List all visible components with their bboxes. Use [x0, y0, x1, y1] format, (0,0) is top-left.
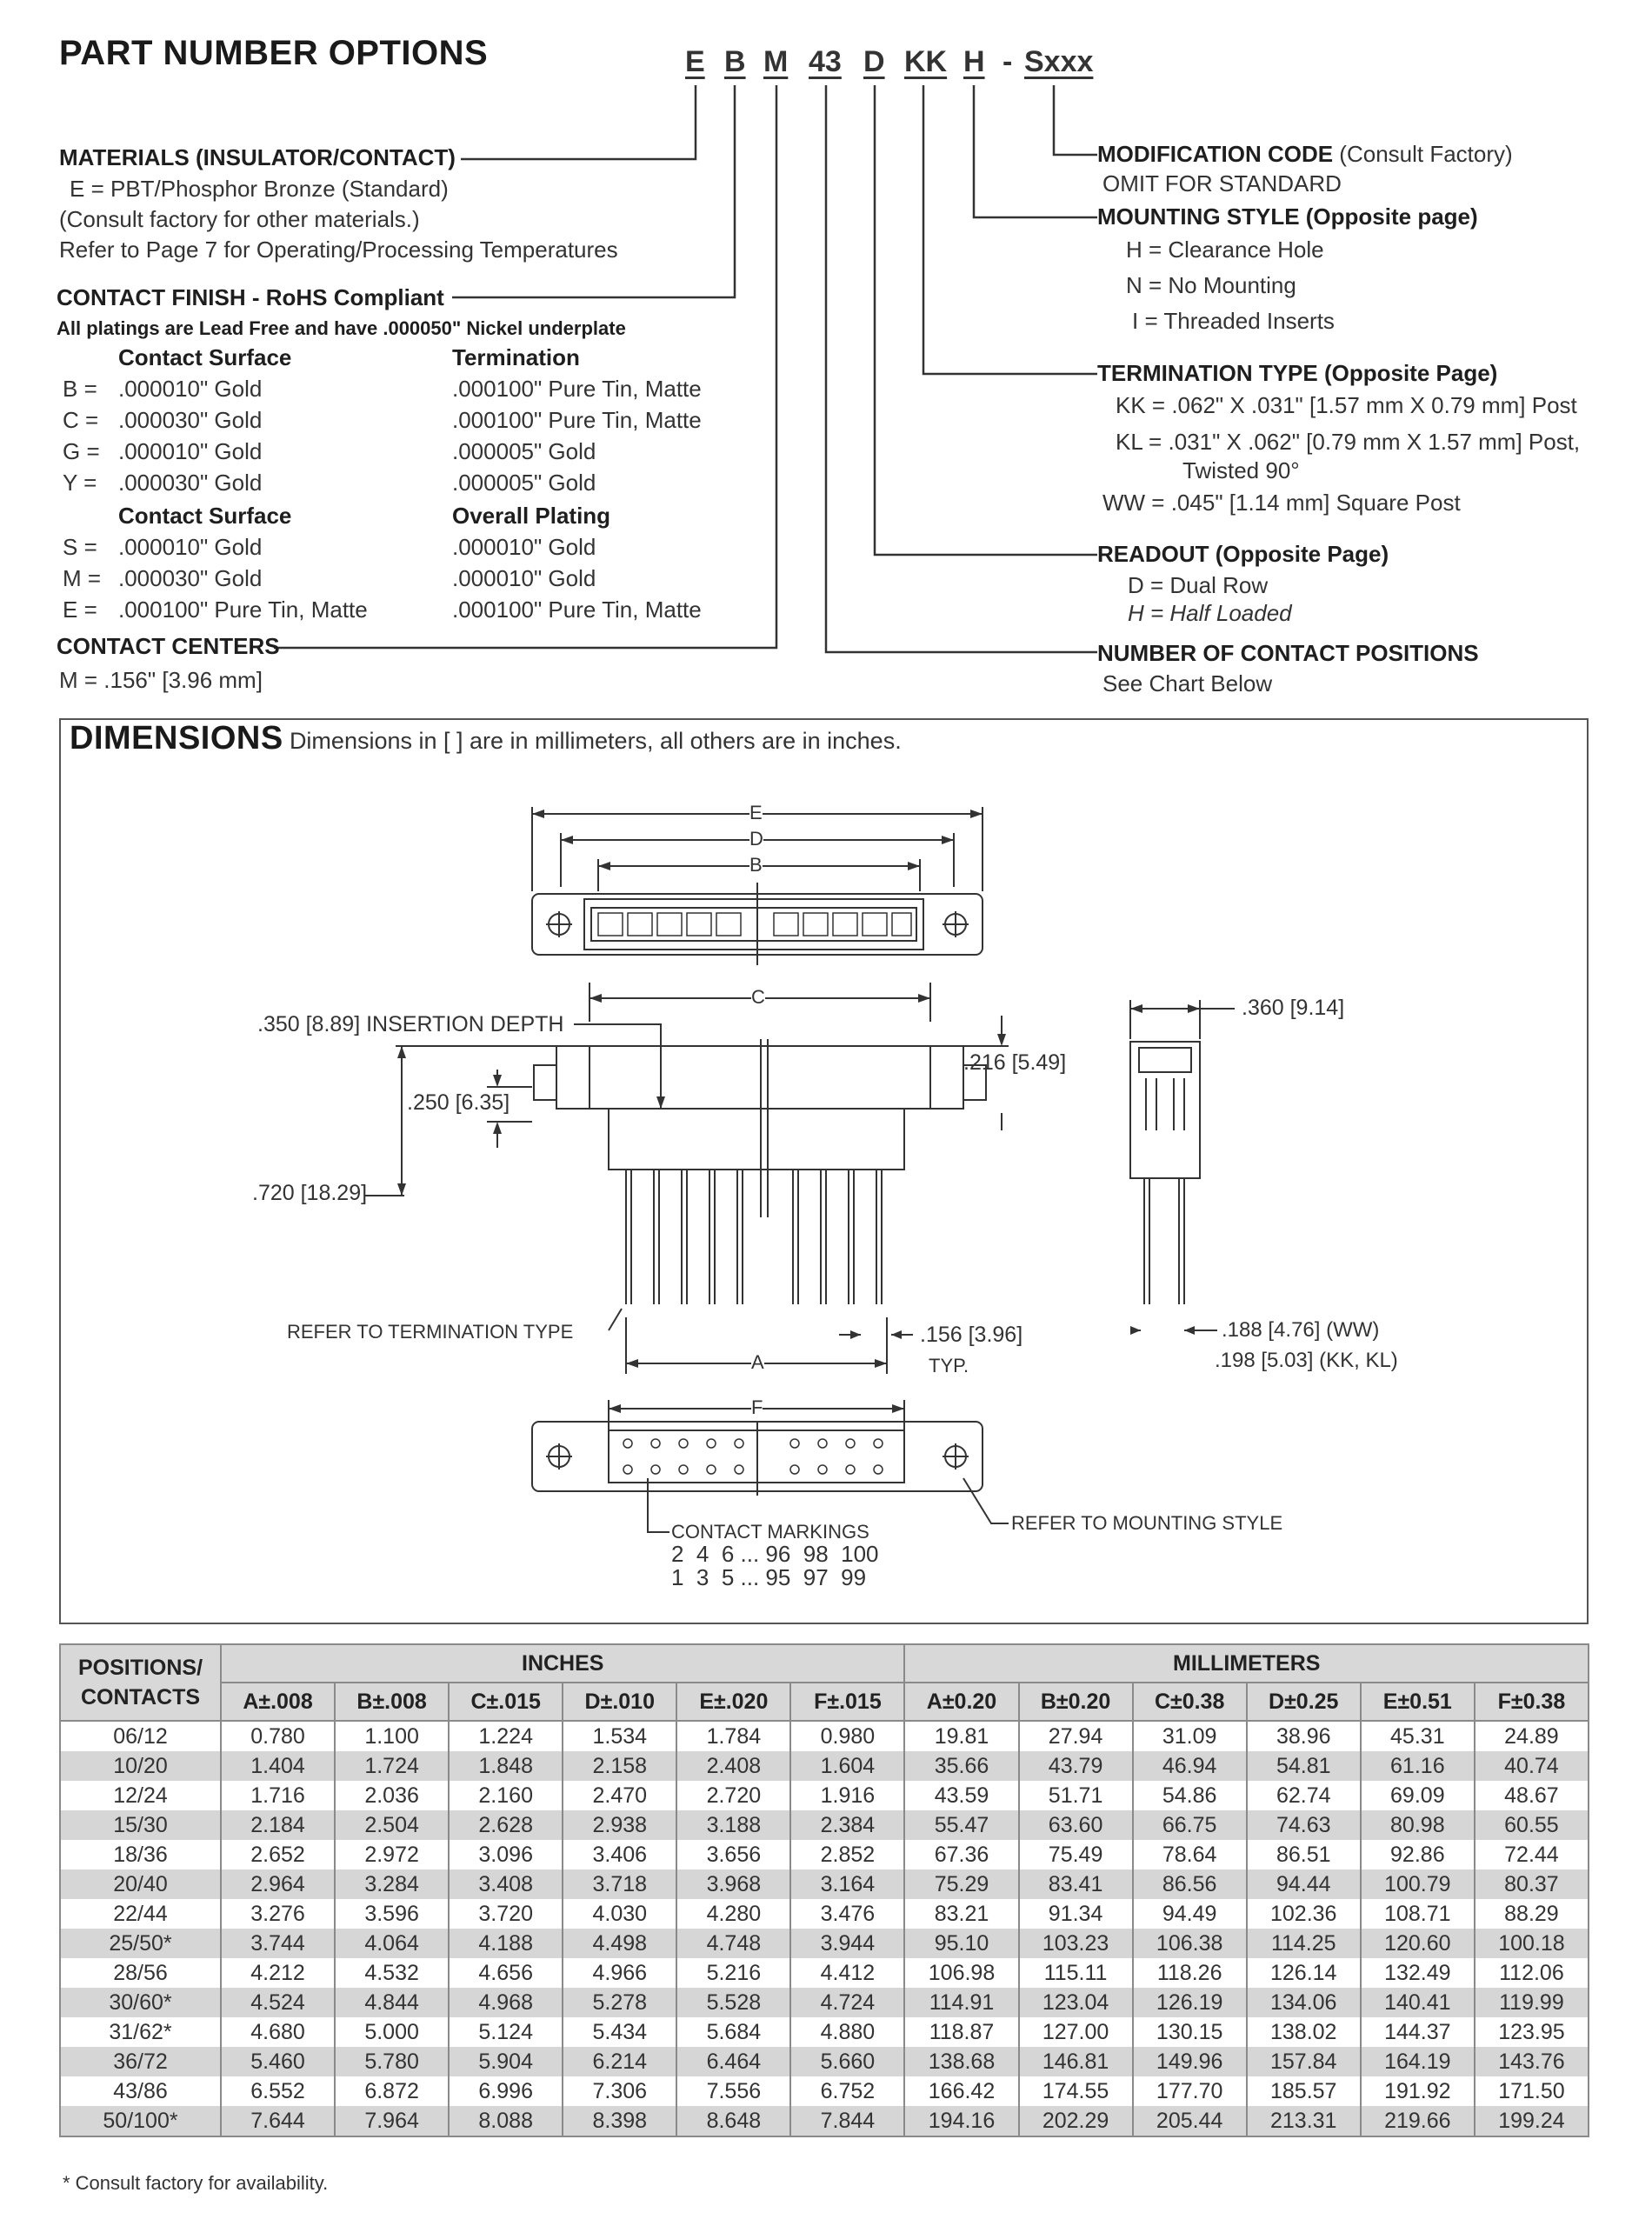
table-cell: 3.656	[676, 1840, 790, 1869]
table-cell: 1.716	[221, 1781, 335, 1810]
finish-col-header: Overall Plating	[452, 503, 611, 529]
millimeters-header: MILLIMETERS	[904, 1644, 1589, 1683]
code-dash: -	[1003, 45, 1013, 78]
table-cell: 91.34	[1019, 1899, 1133, 1929]
table-cell: 2.628	[449, 1810, 563, 1840]
table-cell: 94.44	[1247, 1869, 1361, 1899]
table-cell: 3.188	[676, 1810, 790, 1840]
finish-plating: .000100" Pure Tin, Matte	[452, 596, 702, 623]
finish-code: S =	[63, 534, 97, 560]
inches-header: INCHES	[221, 1644, 904, 1683]
mounting-line: N = No Mounting	[1126, 272, 1296, 298]
refer-termination-label: REFER TO TERMINATION TYPE	[287, 1321, 574, 1343]
table-cell: 95.10	[904, 1929, 1018, 1958]
table-cell: 2.852	[790, 1840, 904, 1869]
finish-plating: .000010" Gold	[452, 565, 596, 591]
table-cell: 7.644	[221, 2106, 335, 2136]
table-cell: 6.752	[790, 2076, 904, 2106]
table-cell: 2.036	[335, 1781, 449, 1810]
table-cell: 5.460	[221, 2047, 335, 2076]
table-cell: 7.964	[335, 2106, 449, 2136]
finish-termination: .000100" Pure Tin, Matte	[452, 407, 702, 433]
table-cell: 6.872	[335, 2076, 449, 2106]
table-row	[60, 1899, 1589, 1929]
column-header: C±.015	[449, 1683, 563, 1721]
table-cell: 94.49	[1133, 1899, 1247, 1929]
table-cell: 8.398	[563, 2106, 676, 2136]
finish-note: All platings are Lead Free and have .000050" Nickel underplate	[57, 317, 626, 339]
contact-markings-even: 2 4 6 ... 96 98 100	[671, 1541, 879, 1567]
finish-col-header: Termination	[452, 344, 580, 370]
table-cell: 3.944	[790, 1929, 904, 1958]
table-cell: 171.50	[1475, 2076, 1589, 2106]
table-footnote: * Consult factory for availability.	[63, 2172, 329, 2194]
table-cell: 106.98	[904, 1958, 1018, 1988]
finish-code: Y =	[63, 470, 97, 496]
code-readout: D	[863, 45, 885, 78]
table-cell: 144.37	[1361, 2017, 1475, 2047]
table-cell: 3.596	[335, 1899, 449, 1929]
table-cell: 51.71	[1019, 1781, 1133, 1810]
table-cell: 4.524	[221, 1988, 335, 2017]
finish-code: E =	[63, 596, 97, 623]
table-cell: 2.964	[221, 1869, 335, 1899]
positions-line: See Chart Below	[1102, 670, 1273, 696]
positions-cell: 28/56	[60, 1958, 221, 1988]
table-cell: 102.36	[1247, 1899, 1361, 1929]
table-cell: 143.76	[1475, 2047, 1589, 2076]
refer-mounting-label: REFER TO MOUNTING STYLE	[1011, 1512, 1283, 1534]
table-cell: 19.81	[904, 1721, 1018, 1751]
table-cell: 54.86	[1133, 1781, 1247, 1810]
column-header-row	[60, 1683, 1589, 1721]
finish-surface: .000100" Pure Tin, Matte	[118, 596, 368, 623]
table-cell: 45.31	[1361, 1721, 1475, 1751]
table-cell: 4.880	[790, 2017, 904, 2047]
table-cell: 1.724	[335, 1751, 449, 1781]
positions-cell: 18/36	[60, 1840, 221, 1869]
table-cell: 120.60	[1361, 1929, 1475, 1958]
readout-line: D = Dual Row	[1128, 572, 1269, 598]
table-cell: 2.384	[790, 1810, 904, 1840]
table-cell: 3.276	[221, 1899, 335, 1929]
code-centers: M	[763, 45, 789, 78]
code-materials: E	[685, 45, 705, 78]
column-header: D±0.25	[1247, 1683, 1361, 1721]
table-cell: 5.124	[449, 2017, 563, 2047]
finish-termination: .000005" Gold	[452, 470, 596, 496]
finish-surface: .000010" Gold	[118, 376, 263, 402]
finish-termination: .000005" Gold	[452, 438, 596, 464]
termination-line: KK = .062" X .031" [1.57 mm X 0.79 mm] Post	[1116, 392, 1577, 418]
column-header: B±0.20	[1019, 1683, 1133, 1721]
table-cell: 126.19	[1133, 1988, 1247, 2017]
table-cell: 1.604	[790, 1751, 904, 1781]
table-cell: 138.68	[904, 2047, 1018, 2076]
positions-cell: 43/86	[60, 2076, 221, 2106]
column-header: E±0.51	[1361, 1683, 1475, 1721]
positions-cell: 15/30	[60, 1810, 221, 1840]
table-cell: 5.904	[449, 2047, 563, 2076]
positions-cell: 06/12	[60, 1721, 221, 1751]
table-cell: 6.552	[221, 2076, 335, 2106]
finish-surface: .000030" Gold	[118, 407, 263, 433]
table-row	[60, 1781, 1589, 1810]
table-cell: 62.74	[1247, 1781, 1361, 1810]
table-cell: 2.652	[221, 1840, 335, 1869]
dimensions-header: DIMENSIONS Dimensions in [ ] are in millimeters, all others are in inches.	[70, 720, 902, 756]
table-cell: 61.16	[1361, 1751, 1475, 1781]
table-cell: 7.306	[563, 2076, 676, 2106]
table-cell: 5.278	[563, 1988, 676, 2017]
readout-heading: READOUT (Opposite Page)	[1097, 541, 1389, 567]
table-cell: 130.15	[1133, 2017, 1247, 2047]
table-cell: 3.096	[449, 1840, 563, 1869]
table-cell: 83.21	[904, 1899, 1018, 1929]
finish-surface: .000010" Gold	[118, 438, 263, 464]
dim-label-e: E	[749, 800, 763, 826]
table-cell: 1.848	[449, 1751, 563, 1781]
dim-216: .216 [5.49]	[963, 1050, 1067, 1075]
table-row	[60, 1929, 1589, 1958]
table-cell: 5.528	[676, 1988, 790, 2017]
positions-header: POSITIONS/ CONTACTS	[60, 1644, 221, 1721]
table-cell: 80.37	[1475, 1869, 1589, 1899]
table-row	[60, 1721, 1589, 1751]
dim-label-c: C	[751, 984, 765, 1010]
positions-cell: 20/40	[60, 1869, 221, 1899]
positions-cell: 31/62*	[60, 2017, 221, 2047]
column-header: D±.010	[563, 1683, 676, 1721]
table-cell: 72.44	[1475, 1840, 1589, 1869]
table-cell: 2.408	[676, 1751, 790, 1781]
finish-code: G =	[63, 438, 100, 464]
column-header: F±.015	[790, 1683, 904, 1721]
table-cell: 1.784	[676, 1721, 790, 1751]
table-cell: 3.718	[563, 1869, 676, 1899]
table-cell: 5.216	[676, 1958, 790, 1988]
table-cell: 43.59	[904, 1781, 1018, 1810]
centers-heading: CONTACT CENTERS	[57, 633, 280, 659]
dim-250: .250 [6.35]	[407, 1090, 510, 1115]
table-cell: 2.158	[563, 1751, 676, 1781]
table-cell: 4.966	[563, 1958, 676, 1988]
readout-line: H = Half Loaded	[1128, 600, 1292, 626]
code-mounting: H	[963, 45, 985, 78]
table-cell: 106.38	[1133, 1929, 1247, 1958]
termination-line: KL = .031" X .062" [0.79 mm X 1.57 mm] Post,	[1116, 429, 1581, 455]
table-row	[60, 1958, 1589, 1988]
materials-line: E = PBT/Phosphor Bronze (Standard)	[70, 176, 449, 202]
table-cell: 38.96	[1247, 1721, 1361, 1751]
column-header: A±.008	[221, 1683, 335, 1721]
table-cell: 6.996	[449, 2076, 563, 2106]
contact-markings-label: CONTACT MARKINGS	[671, 1521, 869, 1543]
table-cell: 4.498	[563, 1929, 676, 1958]
table-cell: 6.464	[676, 2047, 790, 2076]
table-cell: 119.99	[1475, 1988, 1589, 2017]
table-cell: 46.94	[1133, 1751, 1247, 1781]
termination-line: Twisted 90°	[1182, 457, 1300, 483]
table-cell: 4.532	[335, 1958, 449, 1988]
table-cell: 3.744	[221, 1929, 335, 1958]
table-cell: 8.088	[449, 2106, 563, 2136]
table-cell: 4.656	[449, 1958, 563, 1988]
table-cell: 149.96	[1133, 2047, 1247, 2076]
table-cell: 185.57	[1247, 2076, 1361, 2106]
finish-col-header: Contact Surface	[118, 344, 292, 370]
table-cell: 177.70	[1133, 2076, 1247, 2106]
table-cell: 1.224	[449, 1721, 563, 1751]
positions-cell: 36/72	[60, 2047, 221, 2076]
table-cell: 114.25	[1247, 1929, 1361, 1958]
table-cell: 4.064	[335, 1929, 449, 1958]
positions-cell: 22/44	[60, 1899, 221, 1929]
table-row	[60, 2047, 1589, 2076]
table-cell: 4.680	[221, 2017, 335, 2047]
finish-surface: .000030" Gold	[118, 470, 263, 496]
table-cell: 74.63	[1247, 1810, 1361, 1840]
table-cell: 1.100	[335, 1721, 449, 1751]
table-cell: 1.534	[563, 1721, 676, 1751]
table-cell: 35.66	[904, 1751, 1018, 1781]
table-cell: 31.09	[1133, 1721, 1247, 1751]
table-cell: 4.030	[563, 1899, 676, 1929]
table-row	[60, 1869, 1589, 1899]
table-cell: 86.51	[1247, 1840, 1361, 1869]
code-modification: Sxxx	[1024, 45, 1094, 78]
table-cell: 4.748	[676, 1929, 790, 1958]
table-cell: 4.724	[790, 1988, 904, 2017]
dim-typ: TYP.	[929, 1355, 969, 1376]
table-cell: 194.16	[904, 2106, 1018, 2136]
table-cell: 3.408	[449, 1869, 563, 1899]
dim-360: .360 [9.14]	[1242, 996, 1345, 1020]
table-cell: 6.214	[563, 2047, 676, 2076]
table-cell: 2.504	[335, 1810, 449, 1840]
table-row	[60, 1840, 1589, 1869]
table-cell: 3.164	[790, 1869, 904, 1899]
table-cell: 3.476	[790, 1899, 904, 1929]
table-cell: 0.780	[221, 1721, 335, 1751]
positions-cell: 50/100*	[60, 2106, 221, 2136]
table-cell: 40.74	[1475, 1751, 1589, 1781]
table-cell: 67.36	[904, 1840, 1018, 1869]
table-cell: 2.160	[449, 1781, 563, 1810]
table-cell: 92.86	[1361, 1840, 1475, 1869]
table-cell: 132.49	[1361, 1958, 1475, 1988]
modification-heading: MODIFICATION CODE (Consult Factory)	[1097, 141, 1513, 167]
table-cell: 69.09	[1361, 1781, 1475, 1810]
table-cell: 202.29	[1019, 2106, 1133, 2136]
table-cell: 66.75	[1133, 1810, 1247, 1840]
dim-label-b: B	[749, 852, 763, 878]
table-cell: 86.56	[1133, 1869, 1247, 1899]
dim-label-a: A	[751, 1350, 764, 1376]
table-cell: 219.66	[1361, 2106, 1475, 2136]
table-row	[60, 2017, 1589, 2047]
table-cell: 2.938	[563, 1810, 676, 1840]
table-cell: 2.720	[676, 1781, 790, 1810]
finish-col-header: Contact Surface	[118, 503, 292, 529]
table-cell: 134.06	[1247, 1988, 1361, 2017]
table-cell: 1.916	[790, 1781, 904, 1810]
table-cell: 164.19	[1361, 2047, 1475, 2076]
table-cell: 48.67	[1475, 1781, 1589, 1810]
finish-plating: .000010" Gold	[452, 534, 596, 560]
mounting-heading: MOUNTING STYLE (Opposite page)	[1097, 203, 1478, 230]
table-cell: 127.00	[1019, 2017, 1133, 2047]
column-header: E±.020	[676, 1683, 790, 1721]
column-header: A±0.20	[904, 1683, 1018, 1721]
positions-cell: 12/24	[60, 1781, 221, 1810]
table-cell: 103.23	[1019, 1929, 1133, 1958]
mounting-line: I = Threaded Inserts	[1132, 308, 1335, 334]
table-row	[60, 2076, 1589, 2106]
table-cell: 4.844	[335, 1988, 449, 2017]
table-cell: 213.31	[1247, 2106, 1361, 2136]
table-cell: 115.11	[1019, 1958, 1133, 1988]
table-cell: 5.434	[563, 2017, 676, 2047]
table-cell: 2.184	[221, 1810, 335, 1840]
table-cell: 140.41	[1361, 1988, 1475, 2017]
table-cell: 205.44	[1133, 2106, 1247, 2136]
table-cell: 191.92	[1361, 2076, 1475, 2106]
table-cell: 55.47	[904, 1810, 1018, 1840]
centers-line: M = .156" [3.96 mm]	[59, 667, 263, 693]
table-cell: 80.98	[1361, 1810, 1475, 1840]
column-header: B±.008	[335, 1683, 449, 1721]
code-finish: B	[724, 45, 746, 78]
positions-heading: NUMBER OF CONTACT POSITIONS	[1097, 640, 1479, 666]
table-row	[60, 1988, 1589, 2017]
table-cell: 138.02	[1247, 2017, 1361, 2047]
table-cell: 54.81	[1247, 1751, 1361, 1781]
contact-markings-odd: 1 3 5 ... 95 97 99	[671, 1564, 867, 1590]
mounting-line: H = Clearance Hole	[1126, 237, 1324, 263]
dim-720: .720 [18.29]	[252, 1181, 368, 1205]
table-cell: 43.79	[1019, 1751, 1133, 1781]
materials-heading: MATERIALS (INSULATOR/CONTACT)	[59, 144, 456, 170]
table-cell: 157.84	[1247, 2047, 1361, 2076]
column-header: F±0.38	[1475, 1683, 1589, 1721]
table-cell: 123.95	[1475, 2017, 1589, 2047]
table-cell: 174.55	[1019, 2076, 1133, 2106]
table-cell: 8.648	[676, 2106, 790, 2136]
positions-cell: 25/50*	[60, 1929, 221, 1958]
table-cell: 4.968	[449, 1988, 563, 2017]
page-title: PART NUMBER OPTIONS	[59, 34, 489, 72]
table-cell: 63.60	[1019, 1810, 1133, 1840]
dim-156: .156 [3.96]	[920, 1323, 1023, 1347]
table-cell: 5.684	[676, 2017, 790, 2047]
table-cell: 27.94	[1019, 1721, 1133, 1751]
table-cell: 3.406	[563, 1840, 676, 1869]
code-positions: 43	[809, 45, 842, 78]
table-cell: 118.26	[1133, 1958, 1247, 1988]
positions-cell: 10/20	[60, 1751, 221, 1781]
code-termination: KK	[904, 45, 948, 78]
modification-line: OMIT FOR STANDARD	[1102, 170, 1342, 197]
table-cell: 114.91	[904, 1988, 1018, 2017]
table-cell: 5.000	[335, 2017, 449, 2047]
table-cell: 75.29	[904, 1869, 1018, 1899]
table-cell: 78.64	[1133, 1840, 1247, 1869]
dim-insertion-depth: .350 [8.89] INSERTION DEPTH	[257, 1012, 564, 1036]
table-cell: 4.188	[449, 1929, 563, 1958]
table-cell: 112.06	[1475, 1958, 1589, 1988]
materials-line: Refer to Page 7 for Operating/Processing Temperatures	[59, 237, 618, 263]
table-cell: 3.720	[449, 1899, 563, 1929]
finish-surface: .000010" Gold	[118, 534, 263, 560]
finish-termination: .000100" Pure Tin, Matte	[452, 376, 702, 402]
finish-code: C =	[63, 407, 99, 433]
table-cell: 199.24	[1475, 2106, 1589, 2136]
positions-cell: 30/60*	[60, 1988, 221, 2017]
table-body	[60, 1721, 1589, 2136]
table-cell: 4.412	[790, 1958, 904, 1988]
dim-label-f: F	[751, 1395, 763, 1421]
finish-code: B =	[63, 376, 97, 402]
column-header: C±0.38	[1133, 1683, 1247, 1721]
table-cell: 75.49	[1019, 1840, 1133, 1869]
table-cell: 1.404	[221, 1751, 335, 1781]
table-cell: 60.55	[1475, 1810, 1589, 1840]
table-cell: 5.660	[790, 2047, 904, 2076]
table-cell: 83.41	[1019, 1869, 1133, 1899]
finish-heading: CONTACT FINISH - RoHS Compliant	[57, 284, 444, 310]
materials-line: (Consult factory for other materials.)	[59, 206, 420, 232]
dimensions-table	[59, 1643, 1589, 2137]
table-cell: 3.284	[335, 1869, 449, 1899]
table-cell: 123.04	[1019, 1988, 1133, 2017]
table-cell: 166.42	[904, 2076, 1018, 2106]
table-cell: 100.79	[1361, 1869, 1475, 1899]
table-cell: 5.780	[335, 2047, 449, 2076]
table-cell: 4.280	[676, 1899, 790, 1929]
table-cell: 126.14	[1247, 1958, 1361, 1988]
table-cell: 24.89	[1475, 1721, 1589, 1751]
finish-surface: .000030" Gold	[118, 565, 263, 591]
table-row	[60, 1751, 1589, 1781]
table-row	[60, 2106, 1589, 2136]
table-cell: 0.980	[790, 1721, 904, 1751]
table-cell: 2.470	[563, 1781, 676, 1810]
table-cell: 108.71	[1361, 1899, 1475, 1929]
table-cell: 3.968	[676, 1869, 790, 1899]
table-cell: 100.18	[1475, 1929, 1589, 1958]
table-cell: 4.212	[221, 1958, 335, 1988]
termination-heading: TERMINATION TYPE (Opposite Page)	[1097, 360, 1498, 386]
table-cell: 88.29	[1475, 1899, 1589, 1929]
dim-198: .198 [5.03] (KK, KL)	[1215, 1349, 1398, 1372]
finish-code: M =	[63, 565, 102, 591]
dim-188: .188 [4.76] (WW)	[1222, 1318, 1380, 1342]
table-cell: 146.81	[1019, 2047, 1133, 2076]
dim-label-d: D	[749, 826, 763, 852]
table-cell: 7.556	[676, 2076, 790, 2106]
table-cell: 118.87	[904, 2017, 1018, 2047]
table-cell: 2.972	[335, 1840, 449, 1869]
termination-line: WW = .045" [1.14 mm] Square Post	[1102, 490, 1461, 516]
table-cell: 7.844	[790, 2106, 904, 2136]
table-row	[60, 1810, 1589, 1840]
